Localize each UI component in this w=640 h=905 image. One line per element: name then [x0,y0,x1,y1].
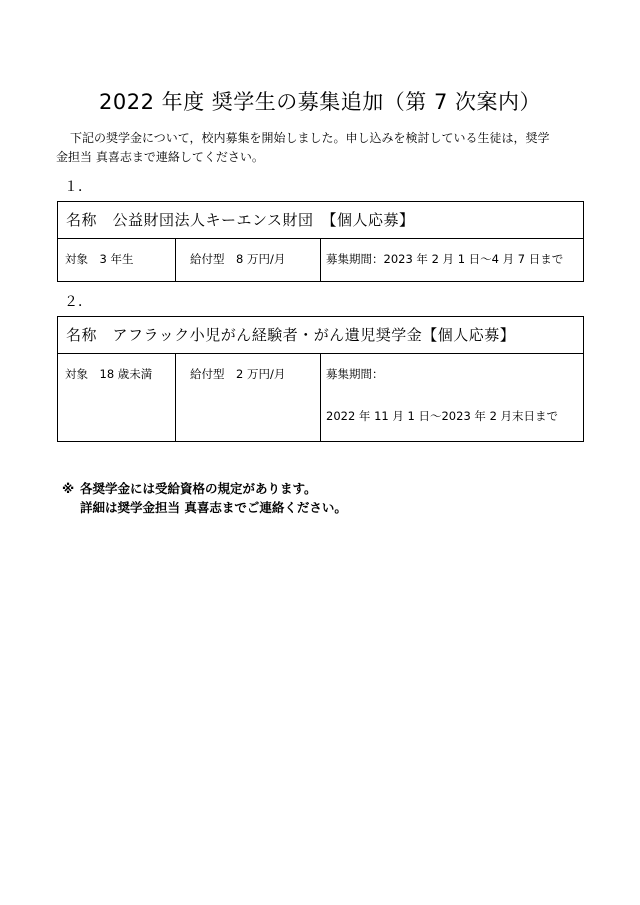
scholarship-table-1 [57,201,584,282]
notes [62,479,347,517]
page-title: 2022 年度 奨学生の募集追加（第 7 次案内） [98,90,541,114]
scholarship-1-target: 対象 3 年生 [65,252,134,266]
notes-line-1-text: 各奨学金には受給資格の規定があります。 [80,481,317,496]
notes-line-2-text: 詳細は奨学金担当 真喜志までご連絡ください。 [80,500,347,515]
scholarship-2-type-cell [176,354,321,442]
intro-line-2: 金担当 真喜志まで連絡してください。 [56,150,264,164]
scholarship-2-type: 給付型 2 万円/月 [190,367,286,381]
intro-line-1 [56,129,588,148]
scholarship-1-period: 募集期間：2023 年 2 月 1 日～4 月 7 日まで [326,252,564,266]
scholarship-1-period-cell [321,239,584,282]
scholarship-2-period: 2022 年 11 月 1 日～2023 年 2 月末日まで [326,409,559,423]
scholarship-2-target-cell [58,354,176,442]
scholarship-2-period-label: 募集期間： [326,367,384,381]
scholarship-1-target-cell [58,239,176,282]
scholarship-table-2 [57,316,584,442]
notes-line-2 [62,498,347,517]
scholarship-1-name: 名称 公益財団法人キーエンス財団 【個人応募】 [58,202,584,239]
scholarship-2-period-cell [321,354,584,442]
intro-paragraph [56,129,588,167]
scholarship-2-target: 対象 18 歳未満 [65,367,153,381]
note-mark: ※ [62,481,75,496]
scholarship-1-type-cell [176,239,321,282]
scholarship-2-name: 名称 アフラック小児がん経験者・がん遺児奨学金【個人応募】 [58,317,584,354]
notes-line-1 [62,479,347,498]
scholarship-1-type: 給付型 8 万円/月 [190,252,286,266]
section-1-number: １． [64,179,92,195]
section-2-number: ２． [64,294,92,310]
intro-line-1-text: 下記の奨学金について，校内募集を開始しました。申し込みを検討している生徒は，奨学 [70,131,550,145]
